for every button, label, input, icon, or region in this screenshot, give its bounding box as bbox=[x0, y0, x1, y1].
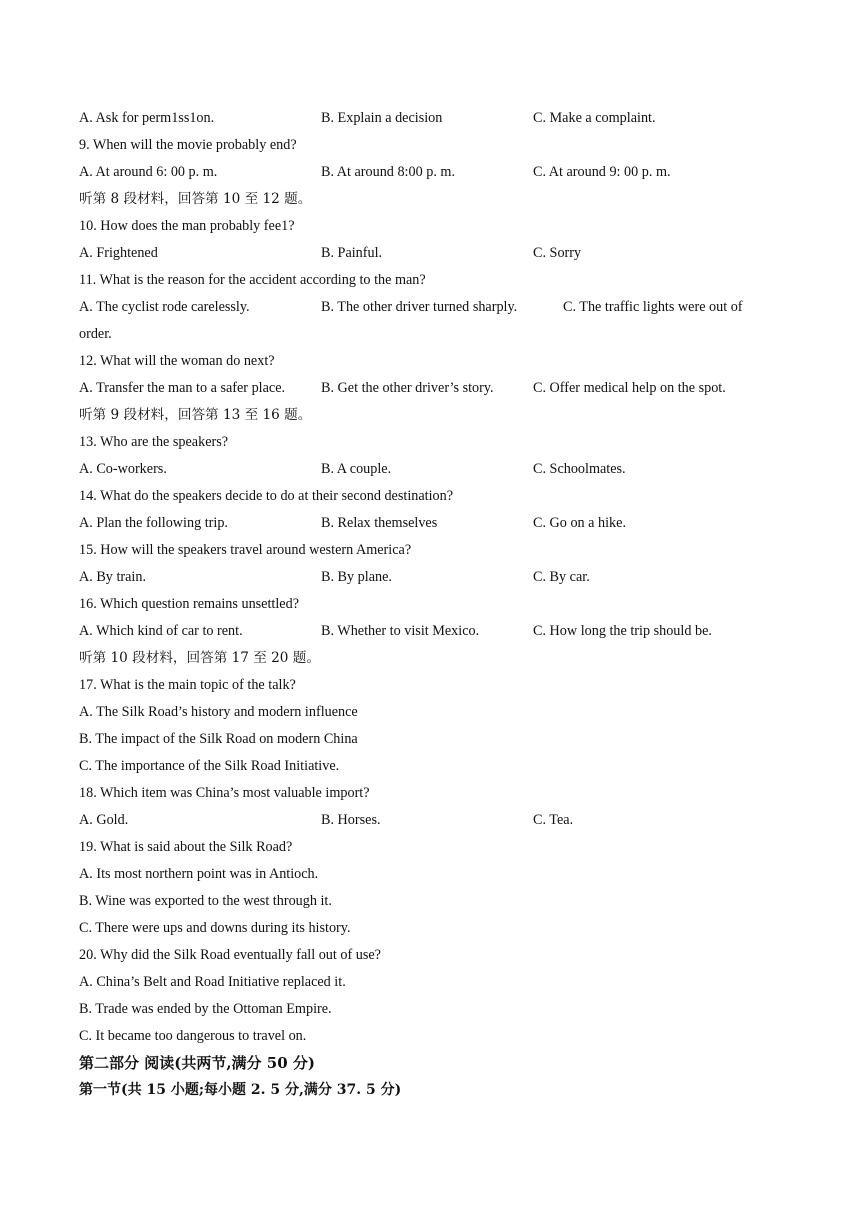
question-15: 15. How will the speakers travel around western America? bbox=[79, 542, 412, 558]
question-18: 18. Which item was China’s most valuable import? bbox=[79, 785, 370, 801]
q10-option-a: A. Frightened bbox=[79, 245, 158, 261]
q17-option-c: C. The importance of the Silk Road Initiative. bbox=[79, 758, 340, 774]
q15-option-b: B. By plane. bbox=[321, 569, 392, 585]
q18-option-a: A. Gold. bbox=[79, 812, 129, 828]
q12-option-b: B. Get the other driver’s story. bbox=[321, 380, 494, 396]
q13-option-a: A. Co-workers. bbox=[79, 461, 167, 477]
q20-option-c: C. It became too dangerous to travel on. bbox=[79, 1028, 307, 1044]
q18-option-b: B. Horses. bbox=[321, 812, 381, 828]
q12-option-a: A. Transfer the man to a safer place. bbox=[79, 380, 286, 396]
q18-option-c: C. Tea. bbox=[533, 812, 574, 828]
question-16: 16. Which question remains unsettled? bbox=[79, 596, 299, 612]
q11-option-a: A. The cyclist rode carelessly. bbox=[79, 299, 250, 315]
q17-option-a: A. The Silk Road’s history and modern influence bbox=[79, 704, 358, 720]
q20-option-a: A. China’s Belt and Road Initiative replaced it. bbox=[79, 974, 346, 990]
q15-option-c: C. By car. bbox=[533, 569, 590, 585]
q11-option-c: C. The traffic lights were out of bbox=[563, 299, 743, 315]
question-11: 11. What is the reason for the accident according to the man? bbox=[79, 272, 426, 288]
question-19: 19. What is said about the Silk Road? bbox=[79, 839, 293, 855]
section-10-instruction: 听第 10 段材料，回答第 17 至 20 题。 bbox=[79, 650, 320, 666]
q10-option-c: C. Sorry bbox=[533, 245, 582, 261]
q19-option-a: A. Its most northern point was in Antioch. bbox=[79, 866, 319, 882]
q14-option-c: C. Go on a hike. bbox=[533, 515, 626, 531]
section-9-instruction: 听第 9 段材料，回答第 13 至 16 题。 bbox=[79, 407, 312, 423]
question-13: 13. Who are the speakers? bbox=[79, 434, 229, 450]
question-14: 14. What do the speakers decide to do at their second destination? bbox=[79, 488, 454, 504]
q19-option-c: C. There were ups and downs during its history. bbox=[79, 920, 351, 936]
q11-option-c-continued: order. bbox=[79, 326, 112, 342]
q19-option-b: B. Wine was exported to the west through it. bbox=[79, 893, 332, 909]
section-1-heading: 第一节(共 15 小题;每小题 2. 5 分,满分 37. 5 分) bbox=[79, 1082, 402, 1098]
q10-option-b: B. Painful. bbox=[321, 245, 383, 261]
q11-option-b: B. The other driver turned sharply. bbox=[321, 299, 518, 315]
q8-option-c: C. Make a complaint. bbox=[533, 110, 656, 126]
q13-option-c: C. Schoolmates. bbox=[533, 461, 626, 477]
q16-option-b: B. Whether to visit Mexico. bbox=[321, 623, 480, 639]
q8-option-a: A. Ask for perm1ss1on. bbox=[79, 110, 215, 126]
q20-option-b: B. Trade was ended by the Ottoman Empire. bbox=[79, 1001, 332, 1017]
question-17: 17. What is the main topic of the talk? bbox=[79, 677, 296, 693]
q9-option-c: C. At around 9: 00 p. m. bbox=[533, 164, 671, 180]
q17-option-b: B. The impact of the Silk Road on modern China bbox=[79, 731, 358, 747]
q16-option-c: C. How long the trip should be. bbox=[533, 623, 712, 639]
q14-option-a: A. Plan the following trip. bbox=[79, 515, 228, 531]
question-10: 10. How does the man probably fee1? bbox=[79, 218, 295, 234]
section-8-instruction: 听第 8 段材料，回答第 10 至 12 题。 bbox=[79, 191, 312, 207]
q8-option-b: B. Explain a decision bbox=[321, 110, 443, 126]
q9-option-b: B. At around 8:00 p. m. bbox=[321, 164, 455, 180]
q12-option-c: C. Offer medical help on the spot. bbox=[533, 380, 726, 396]
q13-option-b: B. A couple. bbox=[321, 461, 392, 477]
q14-option-b: B. Relax themselves bbox=[321, 515, 438, 531]
question-9: 9. When will the movie probably end? bbox=[79, 137, 297, 153]
q9-option-a: A. At around 6: 00 p. m. bbox=[79, 164, 218, 180]
part-2-heading: 第二部分 阅读(共两节,满分 50 分) bbox=[79, 1054, 315, 1072]
q16-option-a: A. Which kind of car to rent. bbox=[79, 623, 243, 639]
question-12: 12. What will the woman do next? bbox=[79, 353, 275, 369]
question-20: 20. Why did the Silk Road eventually fall out of use? bbox=[79, 947, 381, 963]
q15-option-a: A. By train. bbox=[79, 569, 146, 585]
